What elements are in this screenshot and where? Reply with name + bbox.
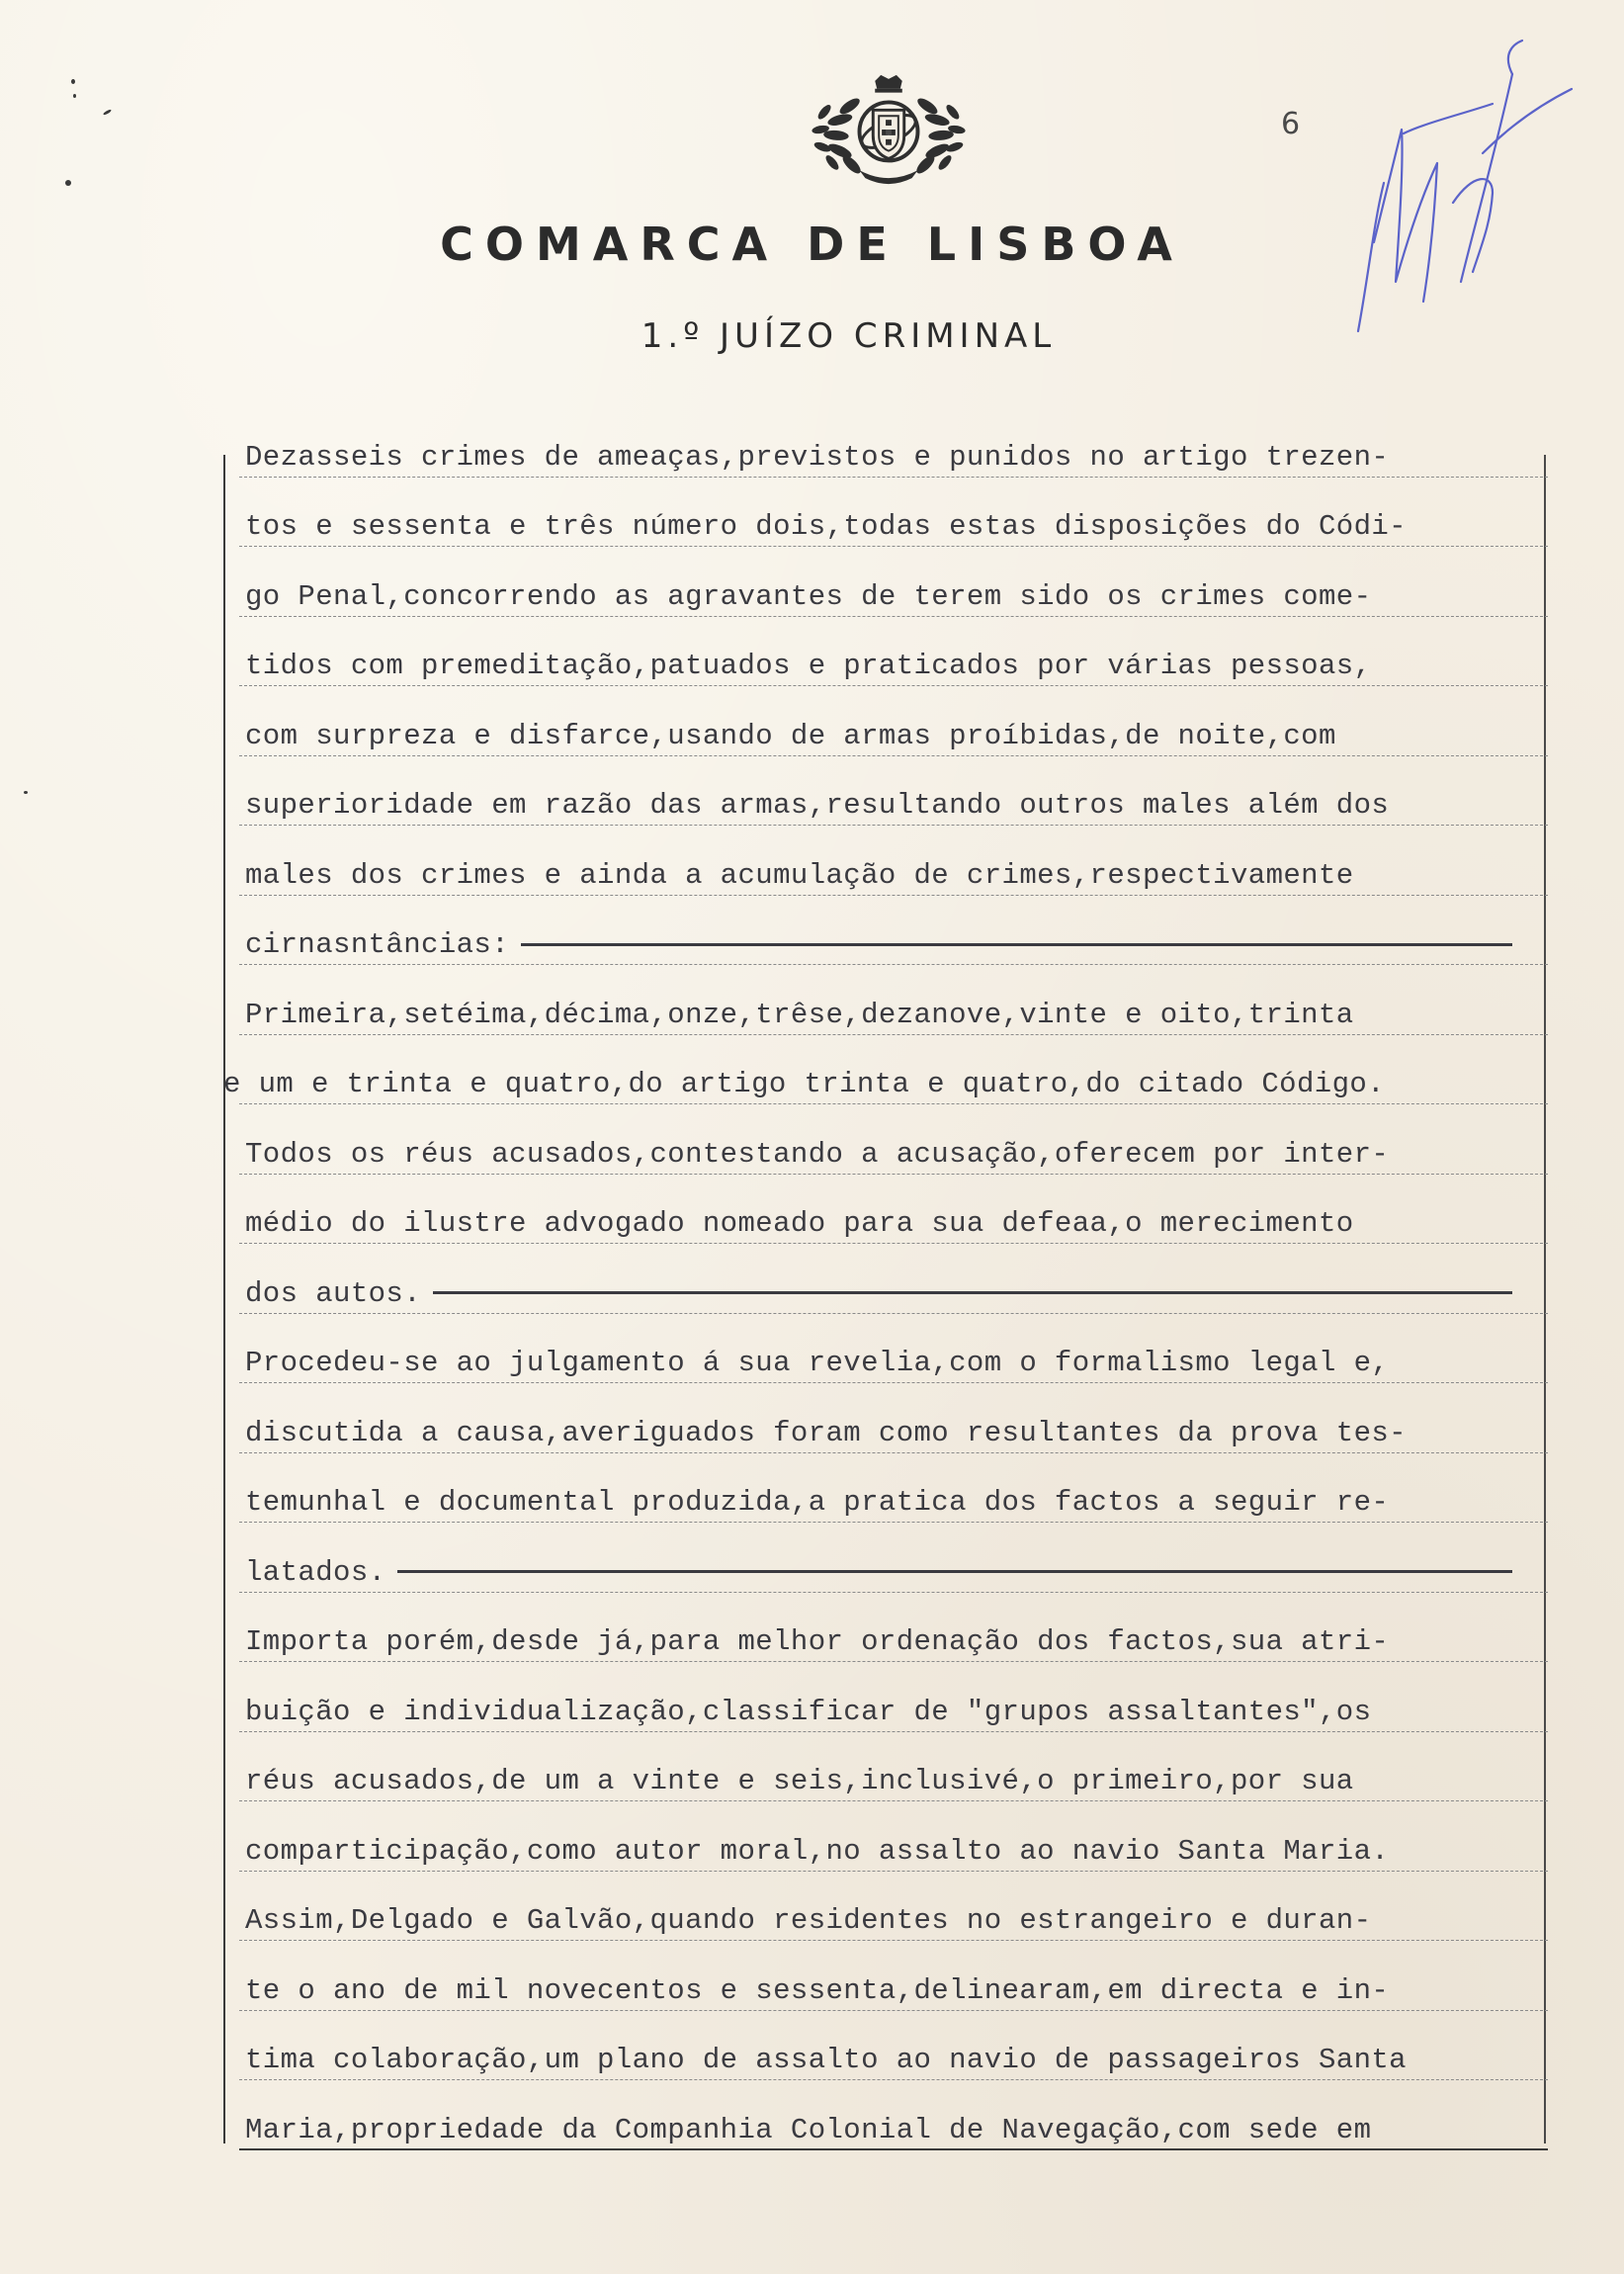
line-text: Assim,Delgado e Galvão,quando residentes no estrangeiro e duran- — [245, 1904, 1372, 1937]
document-line — [243, 969, 1548, 1039]
ruled-line — [239, 1800, 1548, 1801]
line-text: go Penal,concorrendo as agravantes de terem sido os crimes come- — [245, 579, 1372, 613]
document-line — [243, 1736, 1548, 1806]
document-line — [243, 1805, 1548, 1876]
line-text: médio do ilustre advogado nomeado para sua defeaa,o merecimento — [245, 1207, 1354, 1240]
ruled-line — [239, 1313, 1548, 1314]
line-text: Dezasseis crimes de ameaças,previstos e punidos no artigo trezen- — [245, 440, 1390, 474]
line-text: réus acusados,de um a vinte e seis,inclusivé,o primeiro,por sua — [245, 1765, 1354, 1797]
ruled-line — [239, 1174, 1548, 1175]
line-text: tima colaboração,um plano de assalto ao navio de passageiros Santa — [245, 2044, 1407, 2076]
line-text: latados. — [245, 1556, 1512, 1589]
ruled-line — [239, 1103, 1548, 1104]
line-text: Todos os réus acusados,contestando a acusação,oferecem por inter- — [245, 1137, 1390, 1171]
document-line — [243, 760, 1548, 831]
page-number: 6 — [1281, 107, 1301, 141]
ruled-line — [239, 2010, 1548, 2011]
ruled-line — [239, 1382, 1548, 1383]
line-text: dos autos. — [245, 1277, 1512, 1310]
document-line — [243, 1876, 1548, 1946]
ruled-line — [239, 1661, 1548, 1662]
line-text: cirnasntâncias: — [245, 928, 1512, 961]
document-line — [243, 2084, 1548, 2154]
court-title: COMARCA DE LISBOA — [440, 218, 1184, 271]
line-text: tos e sessenta e três número dois,todas estas disposições do Códi- — [245, 510, 1407, 543]
ruled-line — [239, 1871, 1548, 1872]
document-line — [243, 1387, 1548, 1457]
document-line — [243, 551, 1548, 621]
ruled-line — [239, 616, 1548, 617]
fill-dash-line — [521, 943, 1512, 946]
line-text: Importa porém,desde já,para melhor ordenação dos factos,sua atri- — [245, 1625, 1390, 1658]
document-line — [243, 1248, 1548, 1318]
document-line — [223, 1039, 1548, 1109]
document-line — [243, 1666, 1548, 1736]
line-text: temunhal e documental produzida,a pratica dos factos a seguir re- — [245, 1486, 1390, 1519]
handwritten-signature-icon — [1344, 35, 1581, 351]
document-line — [243, 411, 1548, 481]
portuguese-coat-of-arms-icon — [811, 71, 967, 188]
ruled-line — [239, 2079, 1548, 2080]
line-text: Procedeu-se ao julgamento á sua revelia,com o formalismo legal e, — [245, 1347, 1390, 1379]
ruled-line — [239, 2148, 1548, 2150]
document-line — [243, 830, 1548, 900]
line-text: males dos crimes e ainda a acumulação de crimes,respectivamente — [245, 858, 1354, 892]
document-body — [223, 411, 1548, 2154]
fill-dash-line — [433, 1291, 1512, 1294]
document-line — [243, 1597, 1548, 1667]
document-line — [243, 621, 1548, 691]
line-text: Primeira,setéima,décima,onze,trêse,dezanove,vinte e oito,trinta — [245, 998, 1354, 1031]
ruled-line — [239, 546, 1548, 547]
line-text: superioridade em razão das armas,resultando outros males além dos — [245, 789, 1390, 822]
document-line — [243, 481, 1548, 552]
line-text: comparticipação,como autor moral,no assalto ao navio Santa Maria. — [245, 1834, 1390, 1868]
line-text: te o ano de mil novecentos e sessenta,delinearam,em directa e in- — [245, 1973, 1390, 2007]
ruled-line — [239, 1034, 1548, 1035]
fill-dash-line — [397, 1570, 1512, 1573]
ruled-line — [239, 825, 1548, 826]
document-line — [243, 900, 1548, 970]
document-line — [243, 1527, 1548, 1597]
ruled-line — [239, 895, 1548, 896]
line-text: discutida a causa,averiguados foram como resultantes da prova tes- — [245, 1416, 1407, 1449]
line-text: com surpreza e disfarce,usando de armas proíbidas,de noite,com — [245, 719, 1336, 752]
document-line — [243, 1179, 1548, 1249]
ruled-line — [239, 1522, 1548, 1523]
document-line — [243, 1457, 1548, 1528]
ruled-line — [239, 1592, 1548, 1593]
ruled-line — [239, 964, 1548, 965]
document-line — [243, 1945, 1548, 2015]
ruled-line — [239, 1243, 1548, 1244]
document-line — [243, 1318, 1548, 1388]
ruled-line — [239, 1731, 1548, 1732]
ruled-line — [239, 1940, 1548, 1941]
line-text: tidos com premeditação,patuados e praticados por várias pessoas, — [245, 650, 1372, 682]
left-margin-line — [223, 455, 225, 2143]
court-subtitle: 1.º JUÍZO CRIMINAL — [641, 316, 1057, 356]
line-text: buição e individualização,classificar de "grupos assaltantes",os — [245, 1695, 1372, 1728]
ruled-line — [239, 755, 1548, 756]
ruled-line — [239, 1452, 1548, 1453]
document-line — [243, 1108, 1548, 1179]
ruled-line — [239, 685, 1548, 686]
line-text: e um e trinta e quatro,do artigo trinta e quatro,do citado Código. — [223, 1068, 1385, 1100]
line-text: Maria,propriedade da Companhia Colonial de Navegação,com sede em — [245, 2113, 1372, 2146]
ruled-line — [239, 477, 1548, 478]
document-line — [243, 690, 1548, 760]
document-line — [243, 2015, 1548, 2085]
